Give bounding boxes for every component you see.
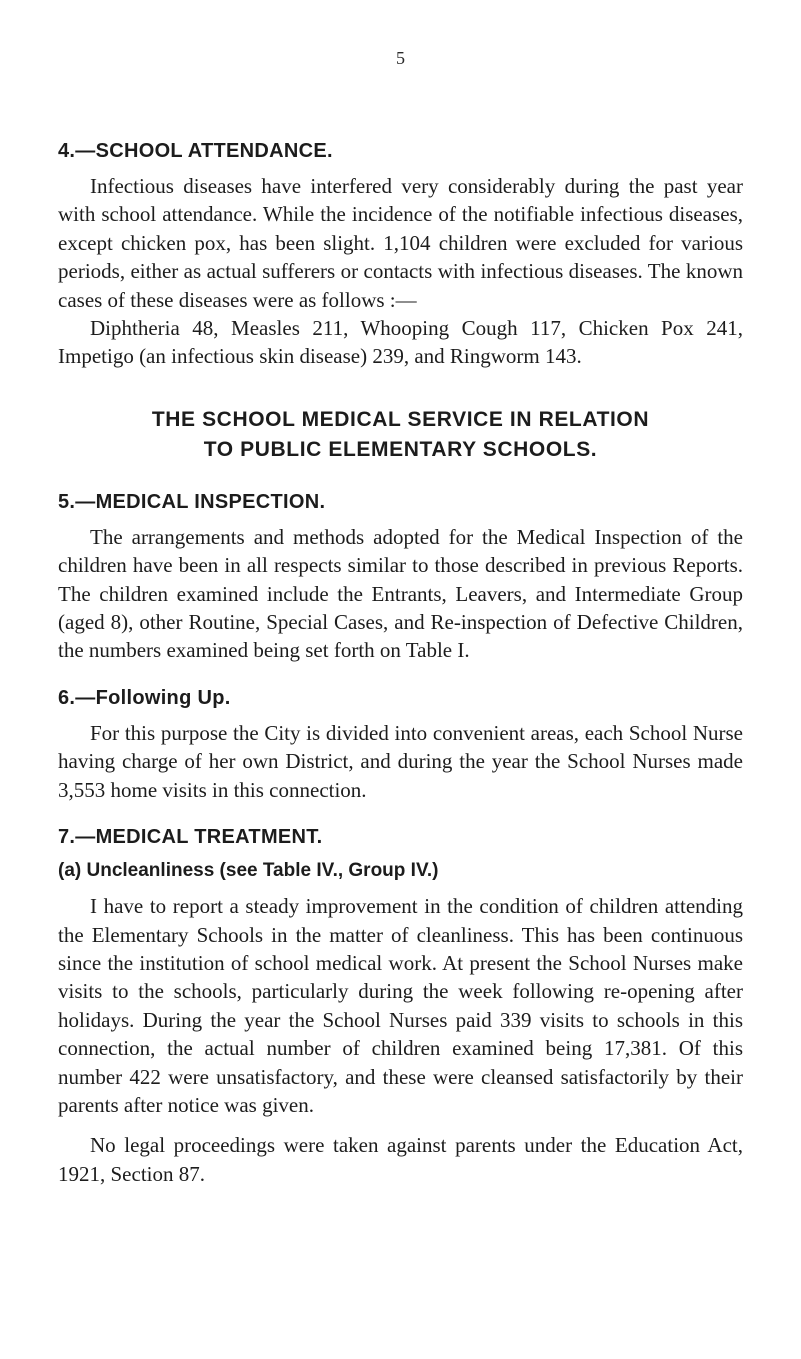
section-6-paragraph-1: For this purpose the City is divided into convenient areas, each School Nurse having charge of her own District, and during the year the School Nurses made 3,553 home visits in this connection. bbox=[58, 720, 743, 802]
section-7-paragraph-1: I have to report a steady improvement in the condition of children attending the Elementary Schools in the matter of cleanliness. This has been continuous since the institution of school medical work. At present the School Nurses make visits to the schools, particularly during the week following re-opening after holidays. During the year the School Nurses paid 339 visits to schools in this connection, the actual number of children examined being 17,381. Of this number 422 were unsatisfactory, and these were cleansed satisfactorily by their parents after notice was given. bbox=[58, 894, 743, 1117]
main-heading-line-2: TO PUBLIC ELEMENTARY SCHOOLS. bbox=[203, 437, 598, 461]
page-number: 5 bbox=[396, 48, 405, 68]
section-7-subheading: (a) Uncleanliness (see Table IV., Group IV.) bbox=[58, 860, 439, 882]
page-content bbox=[58, 138, 743, 1188]
main-heading-line-1: THE SCHOOL MEDICAL SERVICE IN RELATION bbox=[151, 407, 650, 431]
section-7-heading: 7.—MEDICAL TREATMENT. bbox=[58, 826, 323, 849]
section-5-heading: 5.—MEDICAL INSPECTION. bbox=[58, 490, 326, 513]
section-6-heading: 6.—Following Up. bbox=[58, 686, 231, 709]
section-5-paragraph-1: The arrangements and methods adopted for the Medical Inspection of the children have been in all respects similar to those described in previous Reports. The children examined include the Entrants, Leavers, and Intermediate Group (aged 8), other Routine, Special Cases, and Re-inspection of Defective Children, the numbers examined being set forth on Table I. bbox=[58, 524, 743, 663]
section-4-paragraph-1: Infectious diseases have interfered very considerably during the past year with school attendance. While the incidence of the notifiable infectious diseases, except chicken pox, has been slight. 1,104 children were excluded for various periods, either as actual sufferers or contacts with infectious diseases. The known cases of these diseases were as follows :— bbox=[58, 174, 743, 312]
section-4-heading: 4.—SCHOOL ATTENDANCE. bbox=[58, 140, 333, 162]
main-heading bbox=[58, 405, 743, 465]
section-7-paragraph-2: No legal proceedings were taken against parents under the Education Act, 1921, Section 87. bbox=[58, 1133, 743, 1186]
section-4-paragraph-2: Diphtheria 48, Measles 211, Whooping Cough 117, Chicken Pox 241, Impetigo (an infectious skin disease) 239, and Ringworm 143. bbox=[58, 316, 743, 369]
